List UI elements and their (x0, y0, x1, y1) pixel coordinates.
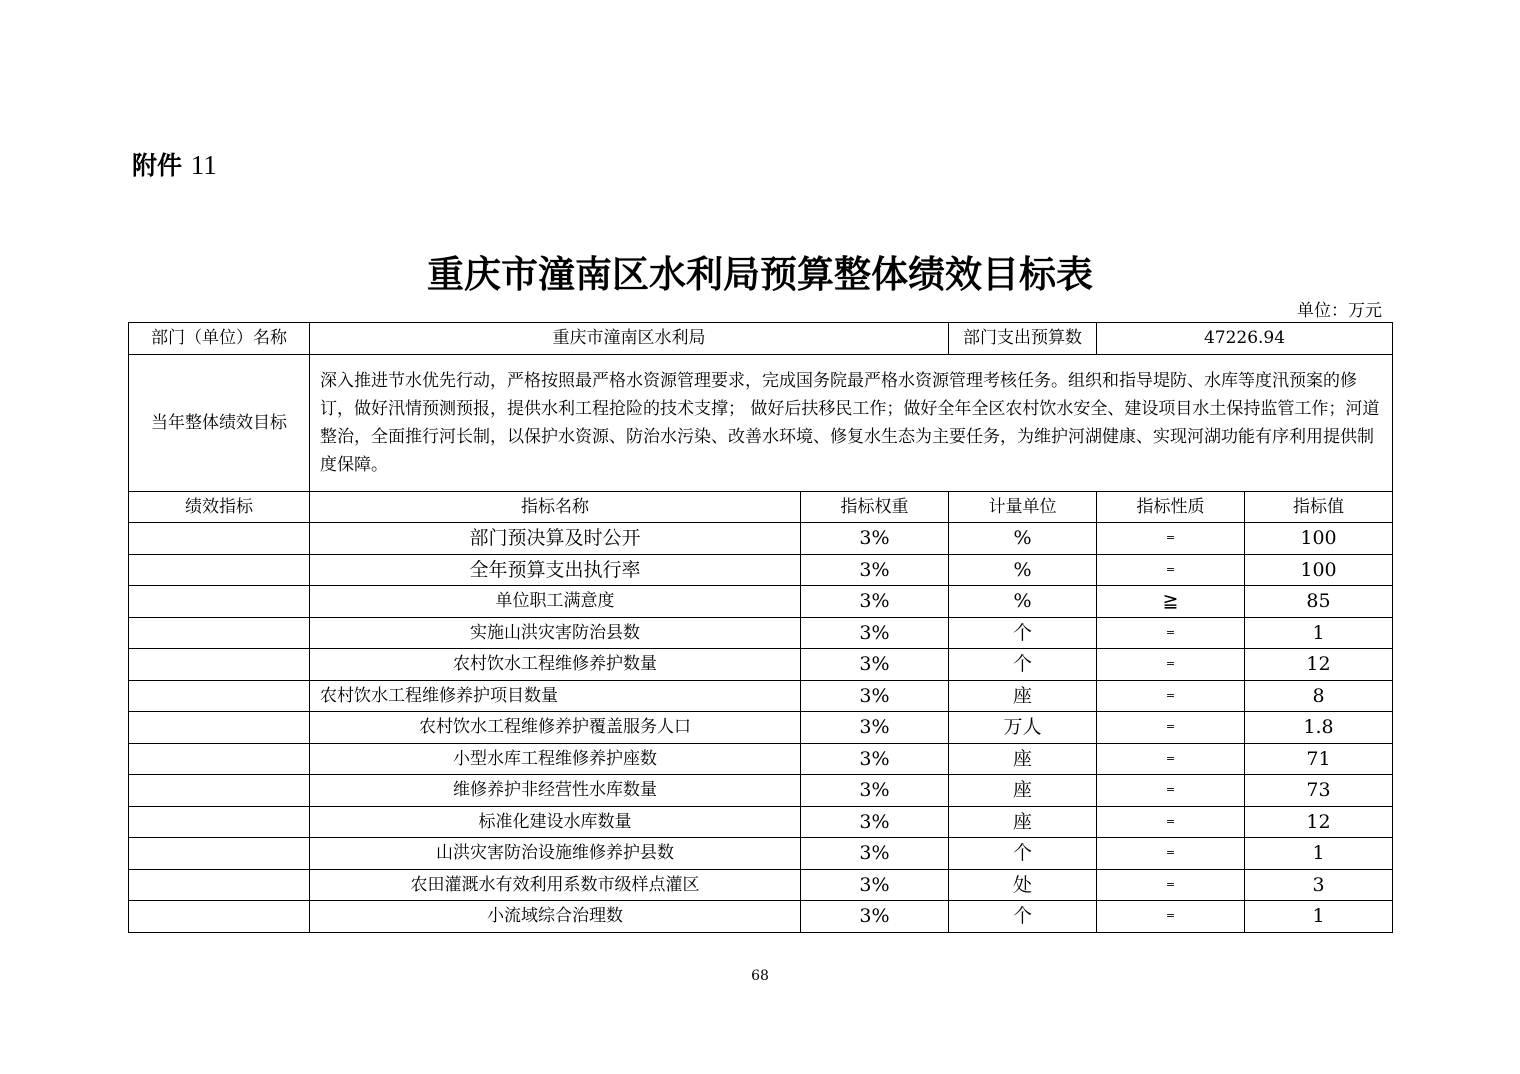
table-row (129, 554, 1393, 586)
indicator-weight: 3% (801, 523, 949, 555)
table-row (129, 586, 1393, 618)
indicator-name: 部门预决算及时公开 (310, 523, 801, 555)
indicator-weight: 3% (801, 806, 949, 838)
col-name: 指标名称 (310, 491, 801, 523)
indicator-nature: = (1097, 554, 1245, 586)
table-row (129, 901, 1393, 933)
indicator-weight: 3% (801, 743, 949, 775)
indicator-weight: 3% (801, 838, 949, 870)
indicator-cell (129, 869, 310, 901)
table-row (129, 838, 1393, 870)
indicator-cell (129, 523, 310, 555)
table-row (129, 523, 1393, 555)
table-row (129, 775, 1393, 807)
col-weight: 指标权重 (801, 491, 949, 523)
budget-value: 47226.94 (1097, 323, 1393, 355)
indicator-unit: 个 (949, 617, 1097, 649)
table-row (129, 712, 1393, 744)
indicator-unit: % (949, 586, 1097, 618)
unit-note: 单位：万元 (1297, 301, 1382, 321)
indicator-weight: 3% (801, 775, 949, 807)
indicator-name: 全年预算支出执行率 (310, 554, 801, 586)
indicator-name: 小流域综合治理数 (310, 901, 801, 933)
indicator-value: 1 (1245, 838, 1393, 870)
indicator-name: 单位职工满意度 (310, 586, 801, 618)
col-indicator: 绩效指标 (129, 491, 310, 523)
table-row (129, 743, 1393, 775)
indicator-name: 维修养护非经营性水库数量 (310, 775, 801, 807)
attachment-label (132, 146, 217, 182)
indicator-cell (129, 586, 310, 618)
indicator-value: 100 (1245, 554, 1393, 586)
indicator-unit: 座 (949, 806, 1097, 838)
indicator-nature: = (1097, 838, 1245, 870)
indicator-nature: = (1097, 901, 1245, 933)
indicator-nature: = (1097, 680, 1245, 712)
indicator-cell (129, 649, 310, 681)
indicator-name: 农村饮水工程维修养护项目数量 (310, 680, 801, 712)
indicator-nature: = (1097, 775, 1245, 807)
page-title: 重庆市潼南区水利局预算整体绩效目标表 (427, 253, 1093, 296)
indicator-cell (129, 775, 310, 807)
indicator-unit: 个 (949, 649, 1097, 681)
indicator-unit: 座 (949, 680, 1097, 712)
indicator-cell (129, 680, 310, 712)
indicator-nature: = (1097, 806, 1245, 838)
indicator-value: 3 (1245, 869, 1393, 901)
indicator-weight: 3% (801, 586, 949, 618)
goal-label: 当年整体绩效目标 (129, 354, 310, 491)
indicator-value: 73 (1245, 775, 1393, 807)
indicator-cell (129, 743, 310, 775)
indicator-weight: 3% (801, 649, 949, 681)
indicator-name: 山洪灾害防治设施维修养护县数 (310, 838, 801, 870)
budget-label: 部门支出预算数 (949, 323, 1097, 355)
indicator-name: 农田灌溉水有效利用系数市级样点灌区 (310, 869, 801, 901)
indicator-unit: 个 (949, 838, 1097, 870)
indicator-value: 85 (1245, 586, 1393, 618)
indicator-value: 12 (1245, 649, 1393, 681)
col-value: 指标值 (1245, 491, 1393, 523)
department-row (129, 323, 1393, 355)
indicator-name: 实施山洪灾害防治县数 (310, 617, 801, 649)
indicator-value: 1 (1245, 901, 1393, 933)
indicator-weight: 3% (801, 680, 949, 712)
performance-table (128, 322, 1393, 933)
indicator-nature: = (1097, 649, 1245, 681)
attachment-text: 附件 (132, 151, 183, 180)
table-row (129, 680, 1393, 712)
indicator-value: 1 (1245, 617, 1393, 649)
indicator-cell (129, 838, 310, 870)
dept-label: 部门（单位）名称 (129, 323, 310, 355)
column-header-row (129, 491, 1393, 523)
indicator-value: 12 (1245, 806, 1393, 838)
table-row (129, 617, 1393, 649)
col-nature: 指标性质 (1097, 491, 1245, 523)
table-row (129, 649, 1393, 681)
indicator-cell (129, 554, 310, 586)
indicator-name: 农村饮水工程维修养护覆盖服务人口 (310, 712, 801, 744)
indicator-nature: = (1097, 712, 1245, 744)
indicator-weight: 3% (801, 901, 949, 933)
indicator-nature: = (1097, 523, 1245, 555)
indicator-nature: = (1097, 869, 1245, 901)
indicator-unit: 处 (949, 869, 1097, 901)
indicator-weight: 3% (801, 617, 949, 649)
indicator-unit: 个 (949, 901, 1097, 933)
indicator-cell (129, 617, 310, 649)
attachment-number: 11 (190, 150, 217, 180)
col-unit: 计量单位 (949, 491, 1097, 523)
indicator-cell (129, 901, 310, 933)
indicator-unit: % (949, 523, 1097, 555)
indicator-weight: 3% (801, 712, 949, 744)
indicator-nature: ≧ (1097, 586, 1245, 618)
indicator-value: 100 (1245, 523, 1393, 555)
indicator-value: 8 (1245, 680, 1393, 712)
page-number: 68 (751, 968, 769, 984)
indicator-unit: 座 (949, 743, 1097, 775)
indicator-unit: % (949, 554, 1097, 586)
indicator-unit: 万人 (949, 712, 1097, 744)
indicator-name: 小型水库工程维修养护座数 (310, 743, 801, 775)
indicator-weight: 3% (801, 554, 949, 586)
indicator-value: 1.8 (1245, 712, 1393, 744)
indicator-cell (129, 806, 310, 838)
table-row (129, 806, 1393, 838)
indicator-name: 标准化建设水库数量 (310, 806, 801, 838)
indicator-weight: 3% (801, 869, 949, 901)
indicator-value: 71 (1245, 743, 1393, 775)
indicator-cell (129, 712, 310, 744)
goal-text: 深入推进节水优先行动，严格按照最严格水资源管理要求，完成国务院最严格水资源管理考核任务。组织和指导堤防、水库等度汛预案的修订，做好汛情预测预报，提供水利工程抢险的技术支撑； 做好后扶移民工作；做好全年全区农村饮水安全、建设项目水土保持监管工作；河道整治，全面推行河长制，以保护水资源、防治水污染、改善水环境、修复水生态为主要任务，为维护河湖健康、实现河湖功能有序利用提供制度保障。 (310, 354, 1393, 491)
indicator-name: 农村饮水工程维修养护数量 (310, 649, 801, 681)
dept-name: 重庆市潼南区水利局 (310, 323, 949, 355)
indicator-unit: 座 (949, 775, 1097, 807)
goal-row (129, 354, 1393, 491)
table-row (129, 869, 1393, 901)
indicator-nature: = (1097, 617, 1245, 649)
indicator-nature: = (1097, 743, 1245, 775)
